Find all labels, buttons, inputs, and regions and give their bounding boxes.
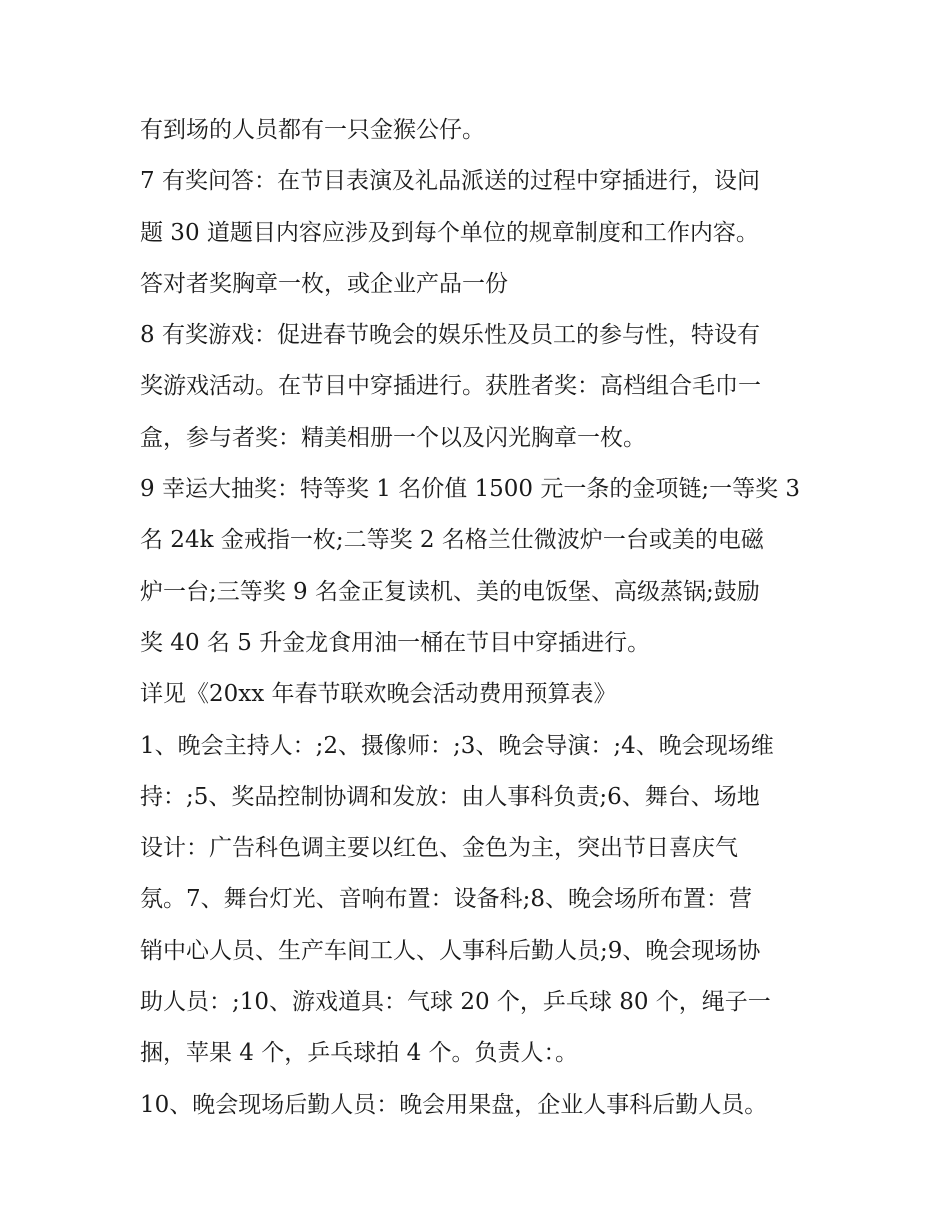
text-line: 持：;5、奖品控制协调和发放：由人事科负责;6、舞台、场地 [140,783,760,810]
text-line: 7 有奖问答：在节目表演及礼品派送的过程中穿插进行，设问 [140,168,760,195]
text-line: 销中心人员、生产车间工人、人事科后勤人员;9、晚会现场协 [140,937,761,964]
text-line: 9 幸运大抽奖：特等奖 1 名价值 1500 元一条的金项链;一等奖 3 [140,476,801,503]
text-line: 1、晚会主持人：;2、摄像师：;3、晚会导演：;4、晚会现场维 [140,732,774,759]
text-line: 盒，参与者奖：精美相册一个以及闪光胸章一枚。 [140,424,646,451]
text-line: 奖 40 名 5 升金龙食用油一桶在节目中穿插进行。 [140,629,651,656]
text-line: 题 30 道题目内容应涉及到每个单位的规章制度和工作内容。 [140,219,759,246]
text-line: 助人员：;10、游戏道具：气球 20 个，乒乓球 80 个，绳子一 [140,989,771,1016]
text-line: 10、晚会现场后勤人员：晚会用果盘，企业人事科后勤人员。 [140,1091,768,1118]
text-line: 详见《20xx 年春节联欢晚会活动费用预算表》 [140,681,617,708]
text-line: 答对者奖胸章一枚，或企业产品一份 [140,270,508,297]
text-line: 设计：广告科色调主要以红色、金色为主，突出节日喜庆气 [140,835,738,862]
document-body [140,108,820,1134]
text-line: 名 24k 金戒指一枚;二等奖 2 名格兰仕微波炉一台或美的电磁 [140,527,764,554]
text-line: 8 有奖游戏：促进春节晚会的娱乐性及员工的参与性，特设有 [140,322,760,349]
text-line: 奖游戏活动。在节目中穿插进行。获胜者奖：高档组合毛巾一 [140,373,761,400]
text-line: 氛。7、舞台灯光、音响布置：设备科;8、晚会场所布置：营 [140,886,753,913]
text-line: 炉一台;三等奖 9 名金正复读机、美的电饭堡、高级蒸锅;鼓励 [140,578,760,605]
text-line: 捆，苹果 4 个，乒乓球拍 4 个。负责人：。 [140,1040,579,1067]
text-line: 有到场的人员都有一只金猴公仔。 [140,117,485,143]
